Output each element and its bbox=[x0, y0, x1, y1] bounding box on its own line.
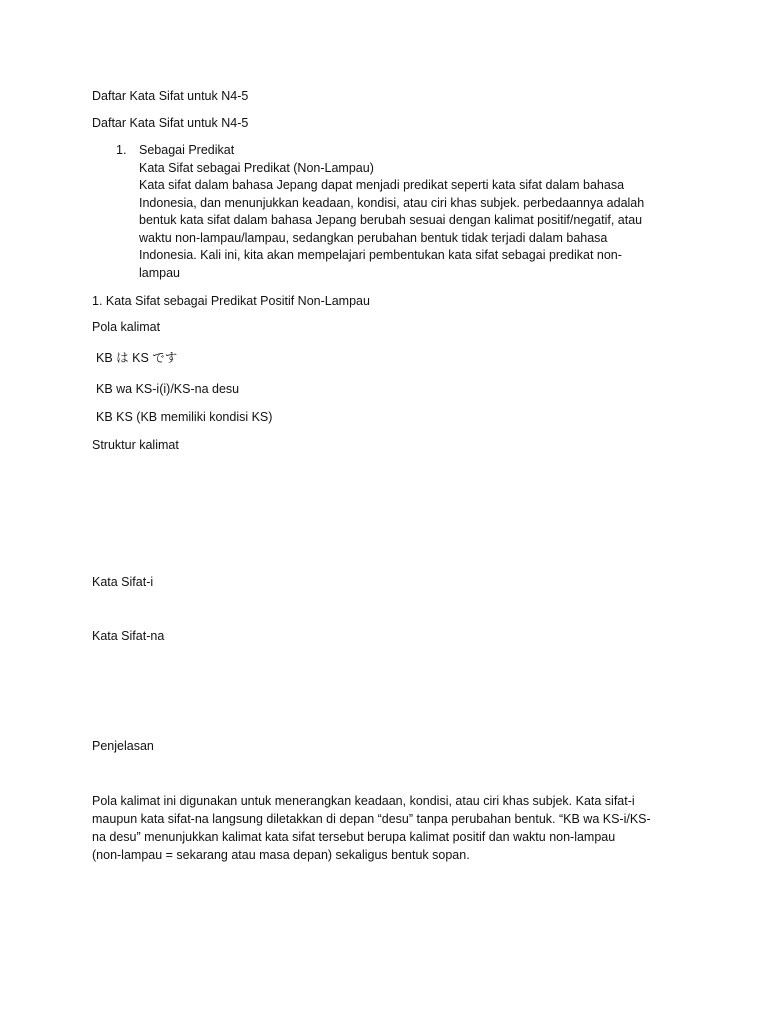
paragraph-line: (non-lampau = sekarang atau masa depan) sekaligus bentuk sopan. bbox=[92, 848, 470, 862]
list-line: Kata sifat dalam bahasa Jepang dapat menjadi predikat seperti kata sifat dalam bahasa bbox=[139, 178, 625, 192]
paragraph-line: Pola kalimat ini digunakan untuk menerangkan keadaan, kondisi, atau ciri khas subjek. Kata sifat-i bbox=[92, 794, 635, 808]
pattern-japanese: KB は KS です bbox=[96, 351, 178, 365]
pattern-romaji: KB wa KS-i(i)/KS-na desu bbox=[96, 382, 240, 396]
section-title: 1. Kata Sifat sebagai Predikat Positif Non-Lampau bbox=[92, 294, 370, 308]
list-line: lampau bbox=[139, 265, 180, 280]
list-item-body bbox=[139, 142, 659, 282]
list-line: waktu non-lampau/lampau, sedangkan perubahan bentuk tidak terjadi dalam bahasa bbox=[139, 230, 608, 245]
kata-sifat-na-label: Kata Sifat-na bbox=[92, 629, 165, 643]
penjelasan-label: Penjelasan bbox=[92, 739, 154, 753]
document-heading: Daftar Kata Sifat untuk N4-5 bbox=[92, 89, 249, 103]
list-line: bentuk kata sifat dalam bahasa Jepang berubah sesuai dengan kalimat positif/negatif, atau bbox=[139, 213, 643, 227]
document-heading-repeat: Daftar Kata Sifat untuk N4-5 bbox=[92, 116, 249, 130]
struktur-kalimat-label: Struktur kalimat bbox=[92, 438, 179, 452]
kata-sifat-i-label: Kata Sifat-i bbox=[92, 575, 154, 589]
paragraph-line: na desu” menunjukkan kalimat kata sifat tersebut berupa kalimat positif dan waktu non-lampau bbox=[92, 830, 616, 844]
list-line: Indonesia. Kali ini, kita akan mempelajari pembentukan kata sifat sebagai predikat non- bbox=[139, 248, 622, 262]
pola-kalimat-label: Pola kalimat bbox=[92, 320, 161, 334]
pattern-meaning: KB KS (KB memiliki kondisi KS) bbox=[96, 410, 273, 424]
list-line: Kata Sifat sebagai Predikat (Non-Lampau) bbox=[139, 160, 374, 175]
list-line: Indonesia, dan menunjukkan keadaan, kondisi, atau ciri khas subjek. perbedaannya adalah bbox=[139, 195, 645, 210]
paragraph-line: maupun kata sifat-na langsung diletakkan di depan “desu” tanpa perubahan bentuk. “KB wa KS-i/KS- bbox=[92, 812, 651, 826]
explanation-paragraph bbox=[92, 792, 692, 864]
list-number: 1. bbox=[116, 143, 127, 157]
list-line: Sebagai Predikat bbox=[139, 143, 235, 157]
